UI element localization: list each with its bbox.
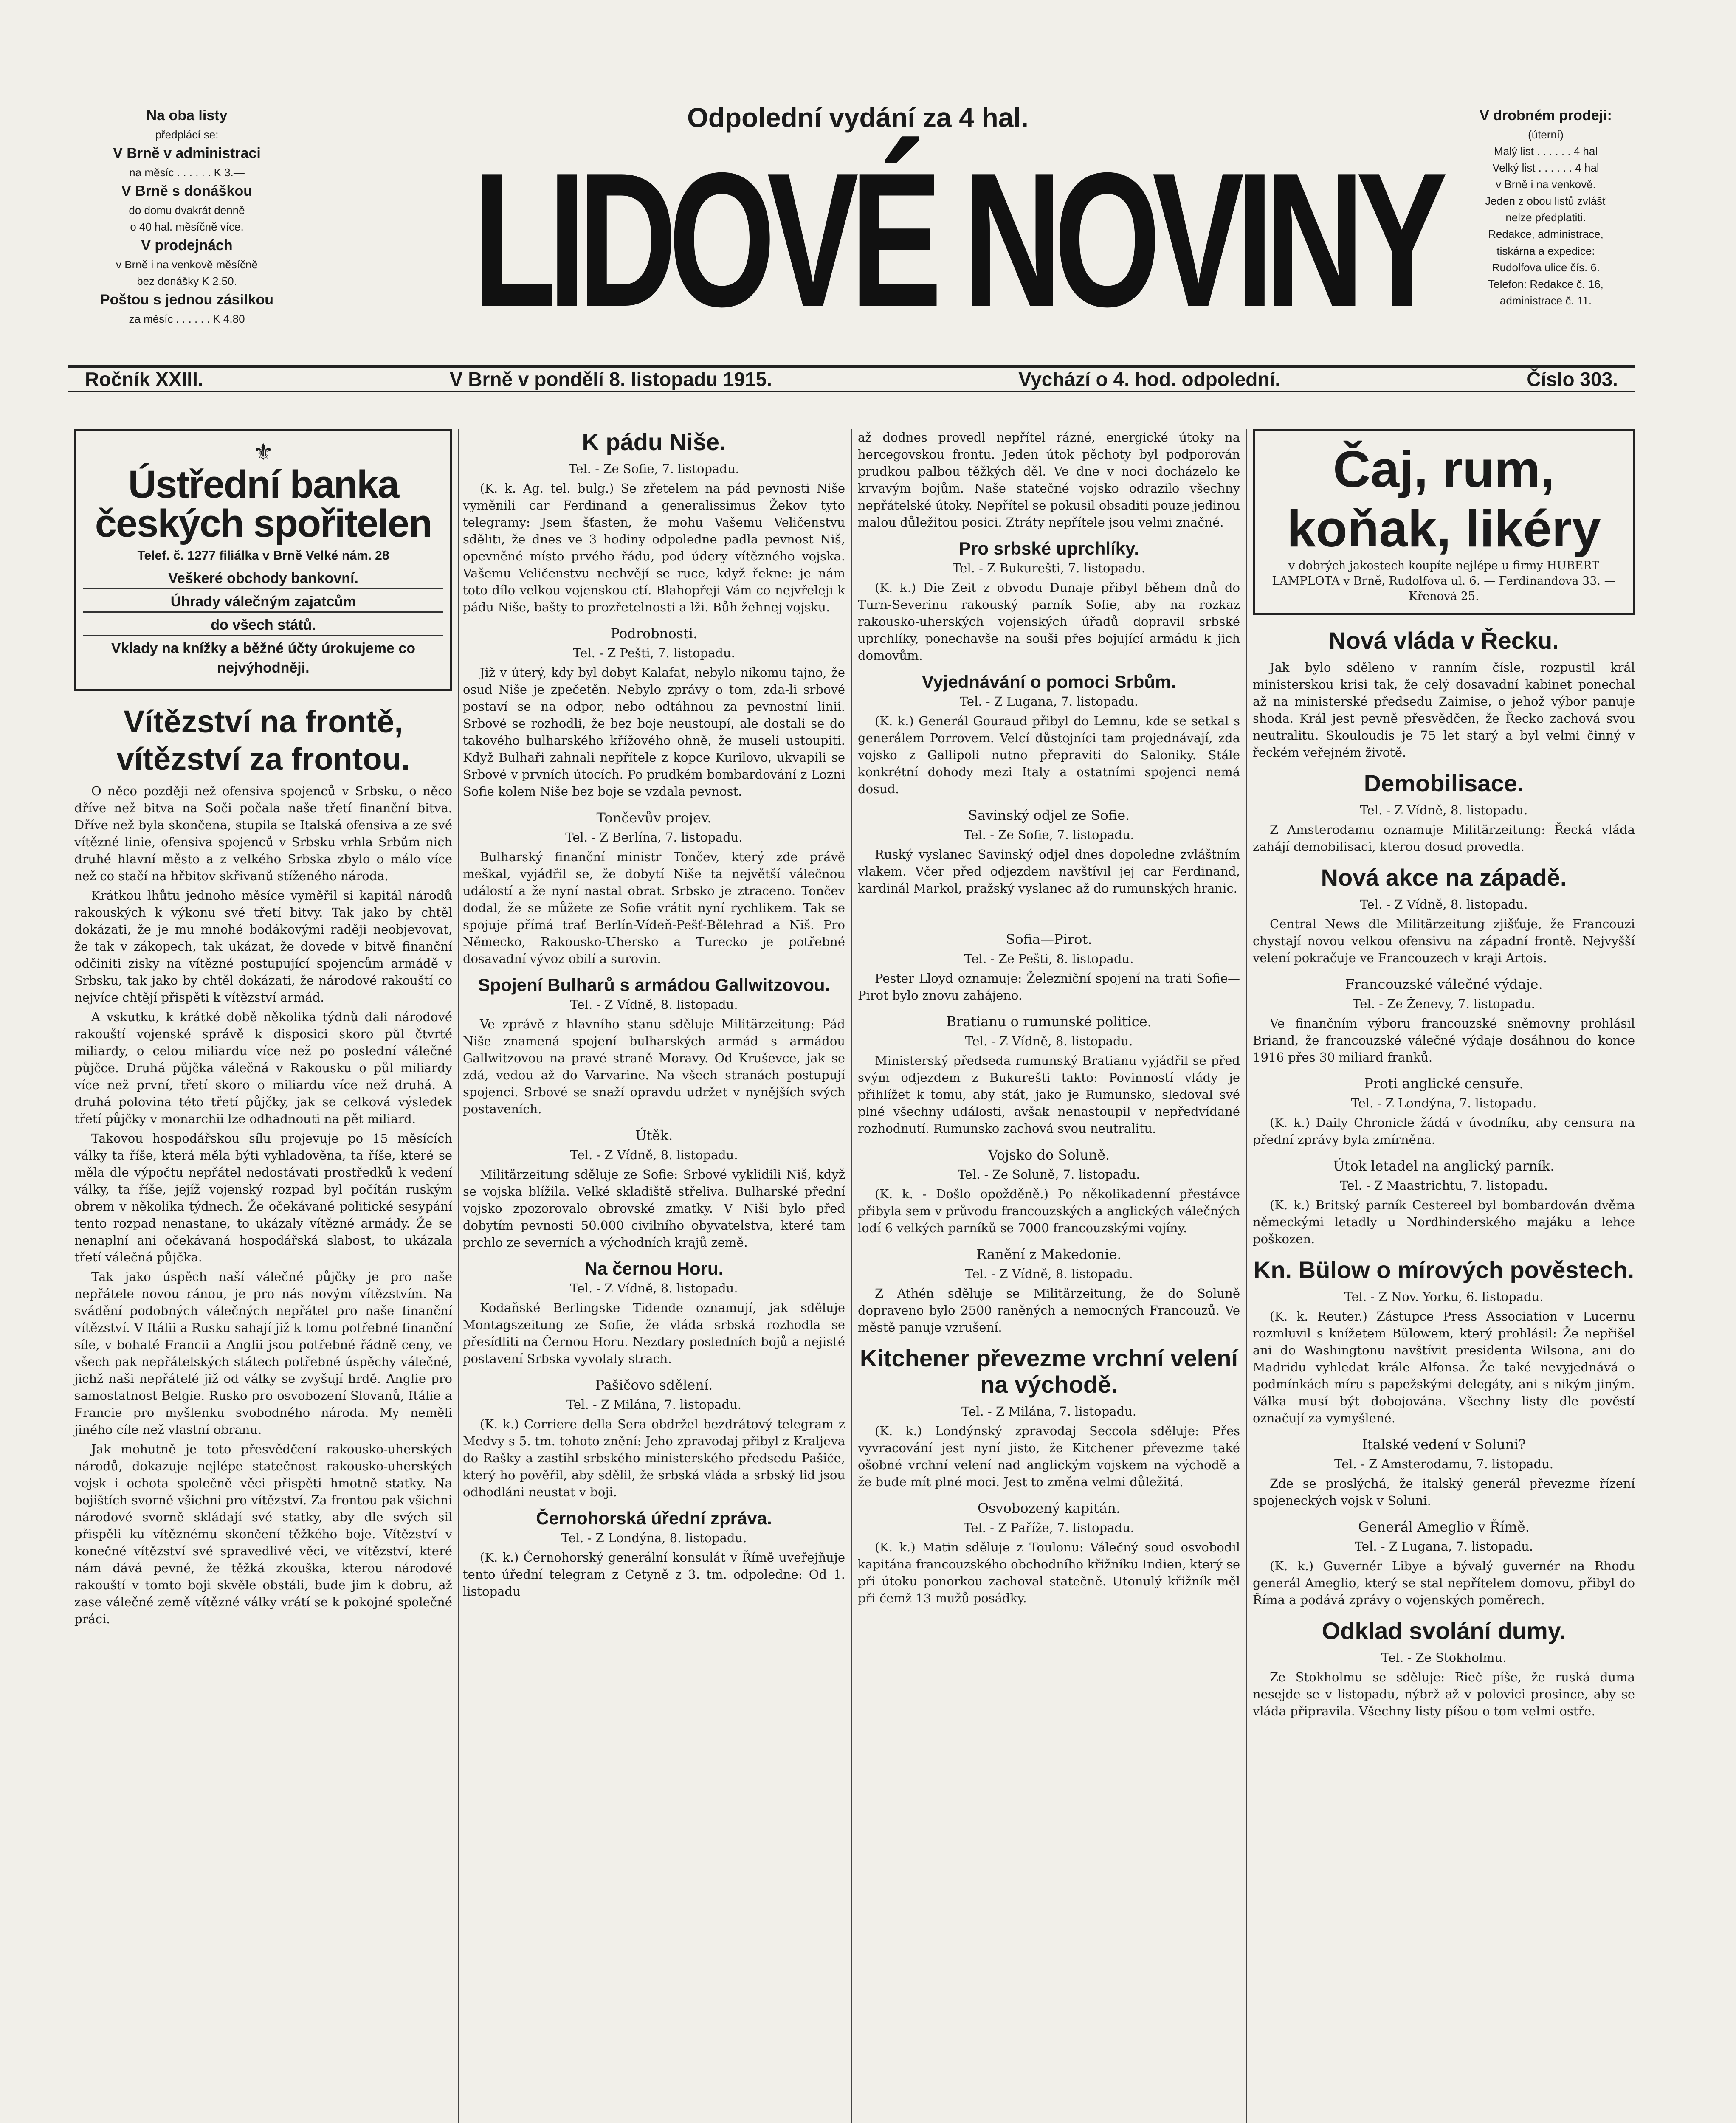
- article-paragraph: Tak jako úspěch naší válečné půjčky je pro naše nepřátele novou ránou, je pro nás novým vítězstvím. Na svádění podobných válečných nepřátel pro naše finanční vítězství. V Itálii a Rusku sahají již k tomu potřebné finanční síle, v bohaté Francii a Anglii jsou potřebné řádně ceny, ve všech pak nepřátelských státech potřebné úspěchy válečné, jichž naši nepřátelé již od války se zvyšují hrdě. Anglie pro samostatnost Belgie. Rusko pro osvobození Slovanů, Itálie a Francie pro myšlenku svobodného národa. My neměli jiného cíle než vlastní obranu.: [74, 1270, 452, 1437]
- subscription-line: Poštou s jednou zásilkou: [100, 292, 274, 308]
- article-paragraph: A vskutku, k krátké době několika týdnů dali národové rakouští vojenské správě k disposici skoro půl čtvrté miliardy, o celou miliardu více než po poslední válečné půjčce. Druhá půjčka válečná v Rakousku o půl miliardy více než první, třetí skoro o miliardu více než druhá. A druhá polovina této třetí půjčky, jak se celková výsledek třetí půjčky v monarchii lze odhadnouti na pět miliard.: [74, 1010, 452, 1126]
- article-paragraph: (K. k. Reuter.) Zástupce Press Association v Lucernu rozmluvil s knížetem Bülowem, který prohlásil: Že nepřišel ani do Washingtonu navštívit presidenta Wilsona, ani do Madridu vyhledat krále Alfonsa. Že také nevyjednává o podmínkách míru s papežskými delegáty, ani s nikým jiným. Válka musí být dobojována. Všechny listy dle pověstí označují za vymyšlené.: [1253, 1309, 1635, 1425]
- article-subheading: Bratianu o rumunské politice.: [946, 1014, 1152, 1030]
- bank-ad-line: Vklady na knížky a běžné účty úrokujeme co nejvýhodněji.: [111, 640, 416, 676]
- article-headline: Nová akce na západě.: [1321, 864, 1567, 891]
- ad-product: Čaj, rum,: [1333, 440, 1555, 498]
- article-paragraph: (K. k.) Britský parník Cestereel byl bombardován dvěma německými letadly u Nordhinderského majáku a lehce poškozen.: [1253, 1198, 1635, 1246]
- article-subheading: Proti anglické censuře.: [1364, 1076, 1524, 1092]
- article-dateline: Tel. - Z Pešti, 7. listopadu.: [573, 646, 735, 660]
- article-dateline: Tel. - Z Vídně, 8. listopadu.: [1360, 803, 1528, 817]
- bank-logo-icon: ⚜: [253, 439, 274, 465]
- issue-date: V Brně v pondělí 8. listopadu 1915.: [449, 368, 772, 390]
- article-paragraph: Central News dle Militärzeitung zjišťuje, že Francouzi chystají novou velkou ofensivu na západní frontě. Nejvyšší velení pokračuje ve Francouzech v kraji Artois.: [1253, 917, 1635, 965]
- sales-line: Rudolfova ulice čís. 6.: [1491, 261, 1600, 274]
- article-paragraph: Z Amsterodamu oznamuje Militärzeitung: Řecká vláda zahájí demobilisaci, kterou dosud provedla.: [1253, 822, 1635, 854]
- article-subheading: Tončevův projev.: [596, 810, 712, 826]
- sales-info: [1427, 106, 1665, 310]
- article-subheading: Vyjednávání o pomoci Srbům.: [922, 672, 1176, 692]
- article-paragraph: Ze Stokholmu se sděluje: Rieč píše, že ruská duma nesejde se v listopadu, nýbrž až v polovici prosince, aby se vláda připravila. Všechny listy píšou o tom velmi ostře.: [1253, 1670, 1635, 1718]
- article-dateline: Tel. - Ze Soluně, 7. listopadu.: [958, 1167, 1140, 1182]
- article-subheading: Černohorská úřední zpráva.: [536, 1508, 772, 1528]
- sales-line: V drobném prodeji:: [1480, 107, 1612, 124]
- ad-text: v dobrých jakostech koupíte nejlépe u firmy HUBERT LAMPLOTA v Brně, Rudolfova ul. 6. — Ferdinandova 33. — Křenová 25.: [1272, 559, 1616, 603]
- article-headline: vítězství za frontou.: [116, 741, 410, 777]
- article-dateline: Tel. - Ze Pešti, 8. listopadu.: [964, 952, 1134, 966]
- bank-ad-line: Veškeré obchody bankovní.: [83, 569, 443, 589]
- column-rule: [458, 429, 459, 2123]
- article-dateline: Tel. - Ze Ženevy, 7. listopadu.: [1353, 997, 1535, 1011]
- article-paragraph: Jak mohutně je toto přesvědčení rakousko-uherských národů, dokazuje nejlépe statečnost rakousko-uherských vojsk i ochota společně věci přispěti hmotně statky. Na bojištích svorně všichni pro vítězství. Za frontou pak všichni národové svorně skládají své statky, aby dle svých sil přispěli ku vítěznému skončení těžkého boje. Vítězství v konečné vítězství své spravedlivé věci, ve vítězství, které nám dává pevné, že těžká zkouška, kterou národové rakouští v tomto boji skvěle obstáli, bude jim k dobru, až zase válečné země vítězné války vrátí se k pokojné společné práci.: [74, 1442, 452, 1626]
- column-4: [1253, 429, 1635, 2123]
- sales-line: Redakce, administrace,: [1488, 228, 1604, 241]
- bank-name: Ústřední banka: [128, 463, 399, 506]
- column-rule: [851, 429, 852, 2123]
- article-paragraph: Pester Lloyd oznamuje: Železniční spojení na trati Sofie—Pirot bylo znovu zahájeno.: [858, 971, 1240, 1002]
- column-1: [74, 429, 452, 2123]
- article-dateline: Tel. - Z Vídně, 8. listopadu.: [965, 1267, 1133, 1281]
- article-dateline: Tel. - Z Londýna, 7. listopadu.: [1351, 1096, 1537, 1110]
- article-paragraph: Ministerský předseda rumunský Bratianu vyjádřil se před svým odjezdem z Bukurešti takto: Povinností vlády je přihlížet k tomu, aby stát, jako je Rumunsko, sledoval své plné všechny události, avšak nenastoupil v nepředvídané rozhodnutí. Rumunsko zachová svou neutralitu.: [858, 1053, 1240, 1136]
- sales-line: tiskárna a expedice:: [1496, 244, 1595, 257]
- article-dateline: Tel. - Z Milána, 7. listopadu.: [566, 1397, 742, 1412]
- publication-time: Vychází o 4. hod. odpolední.: [1018, 368, 1280, 390]
- article-subheading: Spojení Bulharů s armádou Gallwitzovou.: [478, 975, 830, 995]
- article-subheading: Útok letadel na anglický parník.: [1333, 1158, 1555, 1174]
- article-subheading: Osvobozený kapitán.: [977, 1500, 1121, 1516]
- article-dateline: Tel. - Ze Stokholmu.: [1381, 1650, 1507, 1665]
- edition-note: Odpolední vydání za 4 hal.: [687, 102, 1029, 133]
- article-paragraph: (K. k.) Matin sděluje z Toulonu: Válečný soud osvobodil kapitána francouzského obchodního křižníku Indien, který se při útoku ponorkou zachoval statečně. Utonulý křižník měl při čemž 13 mužů posádky.: [858, 1540, 1240, 1605]
- bank-advertisement: [74, 429, 452, 691]
- article-subheading: Ranění z Makedonie.: [976, 1246, 1122, 1262]
- bank-name: českých spořitelen: [95, 502, 432, 545]
- article-paragraph: Ve zprávě z hlavního stanu sděluje Militärzeitung: Pád Niše znamená spojení bulharských armád s armádou Gallwitzovou na pravé straně Moravy. Od Kruševce, jak se zdá, vedou až do Varvarine. Na všech stranách postupují spojenci. Srbové se snaží opravdu udržet v nynějších svých postaveních.: [463, 1017, 845, 1116]
- article-paragraph: Ve finančním výboru francouzské sněmovny prohlásil Briand, že francouzské válečné výdaje dosáhnou do konce 1916 přes 30 miliard franků.: [1253, 1016, 1635, 1064]
- article-paragraph: (K. k.) Černohorský generální konsulát v Římě uveřejňuje tento úřední telegram z Cetyně z 3. tm. odpoledne: Od 1. listopadu: [463, 1550, 845, 1599]
- volume-number: Ročník XXIII.: [85, 368, 203, 390]
- article-dateline: Tel. - Z Vídně, 8. listopadu.: [570, 1281, 738, 1295]
- subscription-line: na měsíc . . . . . . K 3.—: [129, 166, 245, 179]
- column-2: [463, 429, 845, 2123]
- article-dateline: Tel. - Z Paříže, 7. listopadu.: [964, 1520, 1134, 1535]
- subscription-line: V Brně s donáškou: [121, 183, 252, 199]
- article-paragraph: (K. k.) Londýnský zpravodaj Seccola sděluje: Přes vyvracování jest nyní jisto, že Kitchener převezme také ošobné vrchní velení nad anglickým vojskem na východě a že bude mít plné moci. Jest to změna velmi důležitá.: [858, 1424, 1240, 1489]
- bank-ad-line: Úhrady válečným zajatcům: [83, 592, 443, 613]
- newspaper-title: LIDOVÉ NOVINY: [472, 133, 1440, 346]
- article-paragraph: Již v úterý, kdy byl dobyt Kalafat, nebylo nikomu tajno, že osud Niše je zpečetěn. Nebylo zprávy o tom, zda-li srbové postaví se na odpor, nebo odtáhnou za pevnostní linii. Srbové se rozhodli, že bez boje neustoupí, ale dostali se do takového bulharského křížového ohně, že museli ustoupiti. Když Bulhaři zahnali nepřítele z kopce Kurilovo, ukvapili se Srbové v prvních útocích. Po prudkém bombardování z Lozni Sofie kolem Niše bez boje se vzdala pevnost.: [463, 665, 845, 799]
- article-subheading: Útěk.: [635, 1127, 673, 1143]
- article-dateline: Tel. - Ze Sofie, 7. listopadu.: [964, 828, 1134, 842]
- article-headline: K pádu Niše.: [582, 428, 726, 455]
- sales-line: v Brně i na venkově.: [1496, 178, 1596, 191]
- article-paragraph: (K. k. - Došlo opožděně.) Po několikadenní přestávce přibyla sem v průvodu francouzských a anglických válečných lodí 6 velkých parníků se 7000 francouzskými vojíny.: [858, 1187, 1240, 1235]
- subscription-info: [68, 106, 306, 328]
- ad-product: koňak, likéry: [1287, 500, 1601, 557]
- subscription-line: do domu dvakrát denně: [129, 203, 245, 217]
- article-dateline: Tel. - Z Vídně, 8. listopadu.: [1360, 897, 1528, 912]
- column-rule: [1246, 429, 1247, 2123]
- article-paragraph: (K. k.) Daily Chronicle žádá v úvodníku, aby censura na přední zprávy byla zmírněna.: [1253, 1115, 1635, 1147]
- sales-line: administrace č. 11.: [1499, 294, 1592, 307]
- article-paragraph: Zde se proslýchá, že italský generál převezme řízení spojeneckých vojsk v Soluni.: [1253, 1476, 1635, 1508]
- article-headline: Kitchener převezme vrchní velení na východě.: [860, 1345, 1238, 1398]
- article-paragraph: (K. k.) Guvernér Libye a bývalý guvernér na Rhodu generál Ameglio, který se stal nepřítelem domovu, přibyl do Říma a podává zprávy o vojenských poměrech.: [1253, 1559, 1635, 1607]
- article-subheading: Pašičovo sdělení.: [595, 1377, 713, 1393]
- article-dateline: Tel. - Z Vídně, 8. listopadu.: [965, 1034, 1133, 1048]
- article-subheading: Podrobnosti.: [610, 625, 698, 642]
- article-headline: Vítězství na frontě,: [124, 704, 403, 739]
- bank-ad-line: do všech států.: [83, 615, 443, 636]
- article-dateline: Tel. - Z Amsterodamu, 7. listopadu.: [1334, 1457, 1554, 1471]
- subscription-line: V prodejnách: [141, 237, 233, 254]
- sales-line: Jeden z obou listů zvlášť: [1485, 194, 1606, 208]
- article-dateline: Tel. - Z Vídně, 8. listopadu.: [570, 997, 738, 1012]
- article-subheading: Pro srbské uprchlíky.: [958, 538, 1139, 558]
- article-dateline: Tel. - Ze Sofie, 7. listopadu.: [569, 462, 739, 476]
- article-paragraph: Krátkou lhůtu jednoho měsíce vyměřil si kapitál národů rakouských k výkonu své třetí bitvy. Tak jako by chtěl dokázati, že je mu mnohé bodákovými raději neobjevovat, že tak v zákopech, tak ukázat, že dovede v bitvě finanční odčiniti zisky na vítězné postupující spojencům armádě v Srbsku, tak jako by chtěl dokázati, že národové rakouští co nejvíce chtějí přispěti k vítězství armád.: [74, 888, 452, 1005]
- article-headline: Kn. Bülow o mírových pověstech.: [1253, 1256, 1635, 1283]
- sales-line: Telefon: Redakce č. 16,: [1488, 277, 1604, 290]
- subscription-line: předplácí se:: [155, 128, 219, 141]
- article-paragraph: Z Athén sděluje se Militärzeitung, že do Soluně dopraveno bylo 2500 raněných a nemocných Francouzů. Ve městě panuje vzrušení.: [858, 1286, 1240, 1335]
- article-dateline: Tel. - Z Nov. Yorku, 6. listopadu.: [1344, 1290, 1544, 1304]
- sales-line: (úterní): [1528, 128, 1564, 141]
- article-dateline: Tel. - Z Londýna, 8. listopadu.: [561, 1531, 747, 1545]
- sales-line: Velký list . . . . . . 4 hal: [1492, 161, 1599, 175]
- article-paragraph: Militärzeitung sděluje ze Sofie: Srbové vyklidili Niš, když se vojska blížila. Velké skladiště střeliva. Bulharské přední vojsko zpozorovalo obrovské zmatky. V Niši bylo před dobytím pevnosti 50.000 civilního obyvatelstva, které tam prchlo ze severních a východních krajů země.: [463, 1167, 845, 1250]
- subscription-line: za měsíc . . . . . . K 4.80: [129, 313, 245, 326]
- tea-advertisement: [1253, 429, 1635, 615]
- article-dateline: Tel. - Z Bukurešti, 7. listopadu.: [953, 561, 1145, 575]
- article-paragraph: Bulharský finanční ministr Tončev, který zde právě meškal, vyjádřil se, že dobytí Niše ta největší válečnou událostí a že nyní nastal obrat. Srbsko je ztraceno. Tončev dodal, že se můžete ze Sofie vrátit nyní rychlikem. Tak se spojuje přímá trať Berlín-Vídeň-Pešť-Bělehrad a Niš. Pro Německo, Rakousko-Uhersko a Turecko je potřebné dosavadní vývoz obilí a surovin.: [463, 850, 845, 966]
- article-subheading: Generál Ameglio v Římě.: [1358, 1519, 1530, 1535]
- article-dateline: Tel. - Z Maastrichtu, 7. listopadu.: [1340, 1178, 1548, 1193]
- article-subheading: Savinský odjel ze Sofie.: [968, 807, 1130, 823]
- article-paragraph: (K. k. Ag. tel. bulg.) Se zřetelem na pád pevnosti Niše vyměnili car Ferdinand a generalissimus Žekov tyto telegramy: Jsem šťasten, že mohu Vašemu Veličenstvu sděliti, že dnes ve 3 hodiny odpoledne padla pevnost Niš, opevněné místo prvého řádu, pod údery vítězného vojska. Vašemu Veličenstvu nechvějí se ruce, když řekne: je nám toto dílo velkou vojenskou ctí. Blahopřeji Vám co nejvřeleji k pádu Niše, bašty to prozřetelnosti a lži. Bůh žehnej vojsku.: [463, 481, 845, 614]
- sales-line: nelze předplatiti.: [1505, 211, 1586, 224]
- article-paragraph: O něco později než ofensiva spojenců v Srbsku, o něco dříve než bitva na Soči počala naše třetí finanční bitva. Dříve než byla skončena, stupila se Italská ofensiva a ze své vítězné linie, ofensiva spojenců v Srbsku vrhla Srbům nich druhé hlavní město a z velkého Srbska zbylo o málo více než co stačí na hřbitov skřivanů stíženého národa.: [74, 784, 452, 883]
- article-headline: Odklad svolání dumy.: [1322, 1617, 1566, 1644]
- article-dateline: Tel. - Z Berlína, 7. listopadu.: [565, 830, 743, 845]
- bank-address: Telef. č. 1277 filiálka v Brně Velké nám. 28: [137, 549, 389, 563]
- article-paragraph: (K. k.) Corriere della Sera obdržel bezdrátový telegram z Medvy s 5. tm. tohoto znění: Jeho zpravodaj přibyl z Kraljeva do Rašky a zastihl srbského ministerského předsedu Pašiće, který ho pověřil, aby sdělil, že srbská vláda a srbský lid jsou odhodláni neustat v boji.: [463, 1417, 845, 1499]
- article-paragraph: Ruský vyslanec Savinský odjel dnes dopoledne zvláštním vlakem. Včer před odjezdem navštívil jej car Ferdinand, kardinál Markol, pražský vyslanec až do rumunských hranic.: [858, 847, 1240, 895]
- article-subheading: Italské vedení v Soluni?: [1362, 1436, 1526, 1453]
- article-paragraph: Takovou hospodářskou sílu projevuje po 15 měsících války ta říše, která měla býti vyhladověna, ta říše, které se měla dle výpočtu nepřátel nedostávati prostředků k vedení války, ta říše, jejíž vojenský rozpad byl počítán ruským obrem v několika týdnech. Že očekávané politické sesypání tento rozpad nenastane, to ukázaly vítězné armády. Že se nenaplní ani očekávaná hospodářská slabost, to ukázala třetí válečná půjčka.: [74, 1131, 452, 1264]
- article-paragraph: až dodnes provedl nepřítel rázné, energické útoky na hercegovskou frontu. Jeden útok pěchoty byl podporován prudkou palbou těžkých děl. Ve dne v noci docházelo ke krvavým bojům. Naše statečné vojsko odrazilo všechny nepřátelské útoky. Nepřítel se pokusil obsaditi pouze jedinou malou důležitou posici. Ztráty nepřítele jsou velmi značné.: [858, 430, 1240, 529]
- article-dateline: Tel. - Z Vídně, 8. listopadu.: [570, 1148, 738, 1162]
- article-dateline: Tel. - Z Lugana, 7. listopadu.: [959, 694, 1139, 709]
- article-subheading: Francouzské válečné výdaje.: [1345, 976, 1543, 992]
- article-paragraph: Jak bylo sděleno v ranním čísle, rozpustil král ministerskou krisi tak, že celý dosavadní kabinet ponechal až na ministerské předsedu Zaimise, o jehož výbor panuje shoda. Král jest pevně přesvědčen, že Řecko zachová svou neutralitu. Skouloudis je 75 let starý a byl velmi činný v řeckém veřejném životě.: [1253, 660, 1635, 760]
- sales-line: Malý list . . . . . . 4 hal: [1494, 144, 1598, 158]
- article-subheading: Vojsko do Soluně.: [988, 1147, 1110, 1163]
- article-paragraph: Kodaňské Berlingske Tidende oznamují, jak sděluje Montagszeitung ze Sofie, že vláda srbská rozhodla se přesídliti na Černou Horu. Nezdary posledních bojů a nejisté postavení Srbska vyvolaly strach.: [463, 1301, 845, 1366]
- subscription-line: bez donášky K 2.50.: [137, 275, 237, 288]
- subscription-line: V Brně v administraci: [113, 145, 261, 161]
- article-headline: Demobilisace.: [1364, 770, 1524, 797]
- article-headline: Nová vláda v Řecku.: [1329, 627, 1559, 654]
- column-3: [858, 429, 1240, 2123]
- article-dateline: Tel. - Z Lugana, 7. listopadu.: [1354, 1539, 1533, 1554]
- subscription-line: o 40 hal. měsíčně více.: [130, 220, 244, 233]
- subscription-line: v Brně i na venkově měsíčně: [116, 258, 258, 271]
- article-paragraph: (K. k.) Die Zeit z obvodu Dunaje přibyl během dnů do Turn-Severinu rakouský parník Sofie, aby na rozkaz rakousko-uherských vojenských úřadů dopravil srbské uprchlíky, ponechavše na souši přes bojující armádu k jich domovům.: [858, 580, 1240, 663]
- dateline: [68, 365, 1635, 392]
- issue-number: Číslo 303.: [1527, 368, 1618, 390]
- article-subheading: Sofia—Pirot.: [1006, 931, 1092, 947]
- article-dateline: Tel. - Z Milána, 7. listopadu.: [961, 1404, 1137, 1419]
- article-subheading: Na černou Horu.: [584, 1259, 724, 1278]
- article-paragraph: (K. k.) Generál Gouraud přibyl do Lemnu, kde se setkal s generálem Porrovem. Velcí důstojníci tam projednávají, zda vojsko z Gallipoli nutno přepraviti do Saloniky. Stále konkrétní dohody mezi Italy a ostatními spojenci nemá dosud.: [858, 714, 1240, 796]
- subscription-line: Na oba listy: [146, 107, 228, 124]
